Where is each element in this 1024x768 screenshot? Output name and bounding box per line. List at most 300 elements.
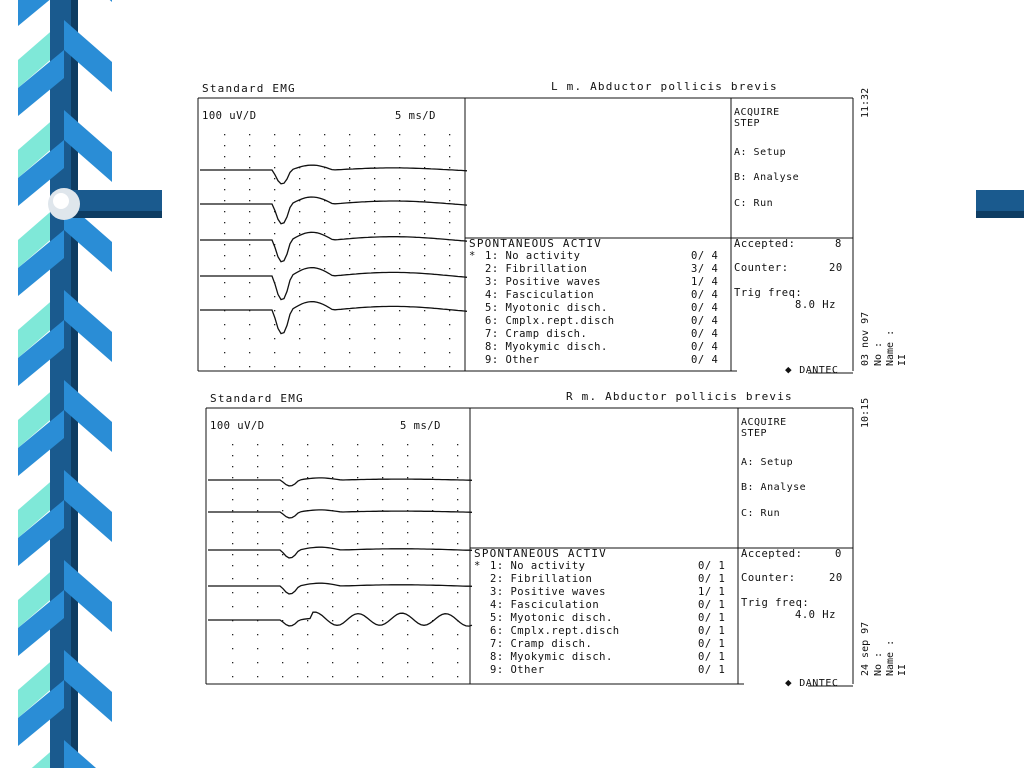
grid-dot: [424, 338, 425, 339]
right-crossbar-shadow: [976, 211, 1024, 218]
grid-dot: [274, 255, 275, 256]
grid-dot: [307, 554, 308, 555]
grid-dot: [224, 233, 225, 234]
grid-dot: [449, 366, 450, 367]
spont-item-label[interactable]: 8: Myokymic disch.: [485, 341, 608, 353]
grid-dot: [424, 145, 425, 146]
grid-dot: [424, 178, 425, 179]
grid-dot: [349, 268, 350, 269]
patient-id-line-2: II: [897, 663, 908, 676]
grid-dot: [274, 145, 275, 146]
grid-dot: [332, 648, 333, 649]
grid-dot: [307, 499, 308, 500]
spont-title: SPONTANEOUS ACTIV: [469, 237, 602, 250]
grid-dot: [224, 134, 225, 135]
grid-dot: [249, 211, 250, 212]
grid-dot: [282, 499, 283, 500]
grid-dot: [324, 310, 325, 311]
spont-item-label[interactable]: 4: Fasciculation: [485, 289, 595, 301]
grid-dot: [249, 255, 250, 256]
grid-dot: [349, 255, 350, 256]
grid-dot: [374, 222, 375, 223]
grid-dot: [407, 662, 408, 663]
grid-dot: [399, 352, 400, 353]
grid-dot: [432, 543, 433, 544]
spont-item-label[interactable]: 3: Positive waves: [485, 276, 601, 288]
grid-dot: [324, 244, 325, 245]
grid-dot: [224, 244, 225, 245]
grid-dot: [332, 521, 333, 522]
grid-dot: [257, 543, 258, 544]
grid-dot: [274, 178, 275, 179]
grid-dot: [232, 543, 233, 544]
grid-dot: [249, 338, 250, 339]
grid-dot: [407, 648, 408, 649]
grid-dot: [282, 592, 283, 593]
grid-dot: [432, 444, 433, 445]
grid-dot: [307, 565, 308, 566]
menu-item-2[interactable]: A: Setup: [734, 147, 787, 158]
menu-item-0: ACQUIRE: [734, 107, 780, 118]
grid-dot: [432, 592, 433, 593]
spont-item-count: 0/ 1: [698, 651, 726, 663]
grid-dot: [432, 521, 433, 522]
grid-dot: [332, 676, 333, 677]
header-right: L m. Abductor pollicis brevis: [551, 80, 778, 93]
spont-item-label[interactable]: 3: Positive waves: [490, 586, 606, 598]
grid-dot: [457, 554, 458, 555]
spont-item-mark: [474, 638, 481, 650]
grid-dot: [407, 543, 408, 544]
spont-item-count: 0/ 4: [691, 328, 719, 340]
grid-dot: [249, 282, 250, 283]
grid-dot: [432, 455, 433, 456]
grid-dot: [424, 255, 425, 256]
grid-dot: [257, 554, 258, 555]
grid-dot: [232, 554, 233, 555]
grid-dot: [374, 366, 375, 367]
brand-logo-icon: ◆: [785, 676, 800, 689]
grid-dot: [449, 255, 450, 256]
grid-dot: [407, 521, 408, 522]
grid-dot: [257, 662, 258, 663]
spont-item-mark: [469, 263, 476, 275]
grid-dot: [332, 455, 333, 456]
spont-item-mark: [474, 612, 481, 624]
grid-dot: [374, 244, 375, 245]
grid-dot: [307, 620, 308, 621]
grid-dot: [457, 488, 458, 489]
grid-dot: [332, 488, 333, 489]
grid-dot: [374, 189, 375, 190]
grid-dot: [407, 620, 408, 621]
grid-dot: [457, 606, 458, 607]
menu-item-3[interactable]: B: Analyse: [741, 482, 807, 493]
grid-dot: [282, 488, 283, 489]
grid-dot: [282, 676, 283, 677]
grid-dot: [382, 554, 383, 555]
grid-dot: [432, 606, 433, 607]
grid-dot: [299, 268, 300, 269]
grid-dot: [332, 592, 333, 593]
grid-dot: [449, 178, 450, 179]
spont-title: SPONTANEOUS ACTIV: [474, 547, 607, 560]
grid-dot: [407, 578, 408, 579]
grid-dot: [282, 455, 283, 456]
grid-dot: [407, 592, 408, 593]
grid-dot: [232, 488, 233, 489]
grid-dot: [257, 532, 258, 533]
grid-dot: [307, 606, 308, 607]
grid-dot: [424, 324, 425, 325]
grid-dot: [457, 521, 458, 522]
grid-dot: [274, 233, 275, 234]
grid-dot: [232, 466, 233, 467]
grid-dot: [282, 634, 283, 635]
grid-dot: [424, 244, 425, 245]
spont-item-label[interactable]: 7: Cramp disch.: [490, 638, 593, 650]
grid-dot: [232, 532, 233, 533]
grid-dot: [424, 222, 425, 223]
grid-dot: [374, 211, 375, 212]
grid-dot: [357, 634, 358, 635]
grid-dot: [349, 156, 350, 157]
grid-dot: [324, 324, 325, 325]
grid-dot: [424, 134, 425, 135]
grid-dot: [357, 444, 358, 445]
grid-dot: [224, 338, 225, 339]
grid-dot: [382, 648, 383, 649]
spont-item-label[interactable]: 9: Other: [485, 354, 540, 366]
grid-dot: [357, 676, 358, 677]
spont-item-label[interactable]: 1: No activity: [485, 250, 581, 262]
grid-dot: [274, 222, 275, 223]
spont-item-mark: [474, 651, 481, 663]
spont-item-mark: [474, 625, 481, 637]
spont-item-count: 0/ 1: [698, 573, 726, 585]
grid-dot: [307, 648, 308, 649]
grid-dot: [249, 296, 250, 297]
grid-dot: [432, 499, 433, 500]
menu-item-4[interactable]: C: Run: [741, 508, 781, 519]
counter-value: 20: [829, 262, 843, 274]
grid-dot: [407, 634, 408, 635]
spont-item-label[interactable]: 5: Myotonic disch.: [485, 302, 608, 314]
grid-dot: [449, 189, 450, 190]
grid-dot: [224, 189, 225, 190]
grid-dot: [382, 578, 383, 579]
grid-dot: [382, 499, 383, 500]
grid-dot: [324, 268, 325, 269]
grid-dot: [249, 200, 250, 201]
grid-dot: [257, 444, 258, 445]
spont-item-mark: [474, 664, 481, 676]
grid-dot: [424, 189, 425, 190]
grid-dot: [382, 565, 383, 566]
emg-trace: [208, 547, 472, 558]
grid-dot: [324, 338, 325, 339]
grid-dot: [407, 499, 408, 500]
grid-dot: [432, 565, 433, 566]
spont-item-label[interactable]: 7: Cramp disch.: [485, 328, 588, 340]
accepted-label: Accepted:: [741, 548, 803, 560]
trig-freq-value: 8.0 Hz: [795, 299, 836, 311]
grid-dot: [349, 310, 350, 311]
grid-dot: [232, 499, 233, 500]
grid-dot: [399, 156, 400, 157]
header-left: Standard EMG: [210, 392, 304, 405]
grid-dot: [357, 532, 358, 533]
grid-dot: [249, 178, 250, 179]
grid-dot: [382, 521, 383, 522]
grid-dot: [424, 296, 425, 297]
grid-dot: [232, 592, 233, 593]
grid-dot: [374, 268, 375, 269]
grid-dot: [282, 606, 283, 607]
grid-dot: [382, 532, 383, 533]
spont-item-label[interactable]: 2: Fibrillation: [485, 263, 588, 275]
grid-dot: [424, 282, 425, 283]
grid-dot: [249, 366, 250, 367]
grid-dot: [374, 134, 375, 135]
grid-dot: [399, 222, 400, 223]
grid-dot: [257, 521, 258, 522]
grid-dot: [282, 532, 283, 533]
grid-dot: [274, 189, 275, 190]
grid-dot: [282, 662, 283, 663]
grid-dot: [224, 222, 225, 223]
spont-item-label[interactable]: 5: Myotonic disch.: [490, 612, 613, 624]
grid-dot: [224, 268, 225, 269]
grid-dot: [349, 366, 350, 367]
grid-dot: [382, 620, 383, 621]
grid-dot: [374, 156, 375, 157]
grid-dot: [432, 578, 433, 579]
patient-id-line-0: No :: [873, 651, 884, 676]
grid-dot: [374, 296, 375, 297]
grid-dot: [349, 338, 350, 339]
grid-dot: [432, 662, 433, 663]
spont-item-count: 0/ 1: [698, 664, 726, 676]
grid-dot: [324, 352, 325, 353]
time-stamp: 11:32: [860, 87, 871, 118]
grid-dot: [432, 648, 433, 649]
grid-dot: [399, 310, 400, 311]
menu-item-1: STEP: [741, 428, 768, 439]
grid-dot: [249, 134, 250, 135]
spont-item-label[interactable]: 9: Other: [490, 664, 545, 676]
menu-item-1: STEP: [734, 118, 761, 129]
grid-dot: [374, 178, 375, 179]
emg-trace: [200, 165, 467, 184]
grid-dot: [457, 477, 458, 478]
menu-item-4[interactable]: C: Run: [734, 198, 774, 209]
menu-item-3[interactable]: B: Analyse: [734, 172, 800, 183]
spont-item-label[interactable]: 6: Cmplx.rept.disch: [485, 315, 615, 327]
grid-dot: [374, 352, 375, 353]
grid-dot: [399, 244, 400, 245]
grid-dot: [324, 233, 325, 234]
grid-dot: [249, 222, 250, 223]
grid-dot: [432, 554, 433, 555]
grid-dot: [299, 233, 300, 234]
emg-trace: [208, 510, 472, 518]
time-stamp: 10:15: [860, 397, 871, 428]
grid-dot: [382, 606, 383, 607]
grid-dot: [382, 455, 383, 456]
grid-dot: [357, 455, 358, 456]
grid-dot: [324, 189, 325, 190]
grid-dot: [407, 532, 408, 533]
grid-dot: [224, 211, 225, 212]
spont-item-count: 0/ 4: [691, 315, 719, 327]
grid-dot: [374, 338, 375, 339]
grid-dot: [382, 634, 383, 635]
grid-dot: [349, 244, 350, 245]
grid-dot: [357, 543, 358, 544]
grid-dot: [299, 222, 300, 223]
grid-dot: [274, 200, 275, 201]
patient-id-line-0: No :: [873, 341, 884, 366]
grid-dot: [299, 244, 300, 245]
date-stamp: 03 nov 97: [860, 311, 871, 366]
header-right: R m. Abductor pollicis brevis: [566, 390, 793, 403]
grid-dot: [224, 167, 225, 168]
grid-dot: [449, 352, 450, 353]
grid-dot: [299, 338, 300, 339]
grid-dot: [274, 167, 275, 168]
spont-item-label[interactable]: 1: No activity: [490, 560, 586, 572]
grid-dot: [424, 211, 425, 212]
accepted-label: Accepted:: [734, 238, 796, 250]
grid-dot: [299, 352, 300, 353]
brand-logo-icon: ◆: [785, 363, 800, 376]
grid-dot: [257, 578, 258, 579]
pole-knob-highlight: [53, 193, 69, 209]
grid-dot: [274, 310, 275, 311]
grid-dot: [232, 648, 233, 649]
grid-dot: [449, 211, 450, 212]
grid-dot: [257, 565, 258, 566]
trig-freq-label: Trig freq:: [741, 597, 810, 609]
grid-dot: [282, 466, 283, 467]
grid-dot: [399, 268, 400, 269]
grid-dot: [299, 282, 300, 283]
accepted-value: 8: [835, 238, 842, 250]
grid-dot: [457, 499, 458, 500]
grid-dot: [382, 444, 383, 445]
spont-item-mark: *: [469, 250, 476, 262]
grid-dot: [407, 554, 408, 555]
grid-dot: [299, 178, 300, 179]
grid-dot: [332, 466, 333, 467]
grid-dot: [324, 282, 325, 283]
grid-dot: [232, 606, 233, 607]
grid-dot: [257, 648, 258, 649]
spont-item-mark: [469, 302, 476, 314]
grid-dot: [274, 338, 275, 339]
grid-dot: [407, 466, 408, 467]
grid-dot: [457, 676, 458, 677]
spont-item-label[interactable]: 6: Cmplx.rept.disch: [490, 625, 620, 637]
grid-dot: [324, 366, 325, 367]
menu-item-2[interactable]: A: Setup: [741, 457, 794, 468]
grid-dot: [324, 178, 325, 179]
grid-dot: [332, 532, 333, 533]
grid-dot: [399, 145, 400, 146]
grid-dot: [407, 455, 408, 456]
grid-dot: [249, 156, 250, 157]
grid-dot: [332, 578, 333, 579]
spont-item-count: 1/ 1: [698, 586, 726, 598]
grid-dot: [449, 167, 450, 168]
spont-item-label[interactable]: 8: Myokymic disch.: [490, 651, 613, 663]
grid-dot: [457, 565, 458, 566]
grid-dot: [357, 592, 358, 593]
grid-dot: [307, 634, 308, 635]
grid-dot: [349, 167, 350, 168]
grid-dot: [274, 268, 275, 269]
spont-item-label[interactable]: 2: Fibrillation: [490, 573, 593, 585]
spont-item-label[interactable]: 4: Fasciculation: [490, 599, 600, 611]
grid-dot: [324, 255, 325, 256]
grid-dot: [232, 565, 233, 566]
grid-dot: [424, 200, 425, 201]
grid-dot: [349, 222, 350, 223]
grid-dot: [274, 324, 275, 325]
grid-dot: [399, 324, 400, 325]
accepted-value: 0: [835, 548, 842, 560]
sweep-label: 5 ms/D: [400, 420, 441, 432]
spont-item-count: 0/ 4: [691, 289, 719, 301]
spont-item-mark: [469, 289, 476, 301]
grid-dot: [307, 592, 308, 593]
grid-dot: [382, 466, 383, 467]
grid-dot: [457, 455, 458, 456]
grid-dot: [374, 233, 375, 234]
emg-trace: [208, 612, 472, 626]
grid-dot: [282, 565, 283, 566]
grid-dot: [324, 145, 325, 146]
grid-dot: [332, 554, 333, 555]
grid-dot: [332, 634, 333, 635]
grid-dot: [282, 477, 283, 478]
spont-item-mark: [469, 328, 476, 340]
grid-dot: [224, 324, 225, 325]
grid-dot: [357, 662, 358, 663]
grid-dot: [382, 662, 383, 663]
grid-dot: [282, 554, 283, 555]
spont-item-count: 0/ 1: [698, 599, 726, 611]
grid-dot: [332, 606, 333, 607]
emg-trace: [200, 197, 467, 224]
grid-dot: [449, 268, 450, 269]
spont-item-mark: [469, 276, 476, 288]
grid-dot: [399, 134, 400, 135]
grid-dot: [382, 592, 383, 593]
menu-item-0: ACQUIRE: [741, 417, 787, 428]
patient-id-line-2: II: [897, 353, 908, 366]
grid-dot: [299, 145, 300, 146]
emg-trace: [200, 268, 467, 300]
grid-dot: [332, 543, 333, 544]
gain-label: 100 uV/D: [202, 110, 257, 122]
spont-item-mark: *: [474, 560, 481, 572]
emg-panel-top: [198, 78, 908, 388]
spont-item-count: 0/ 1: [698, 625, 726, 637]
counter-label: Counter:: [734, 262, 789, 274]
grid-dot: [274, 296, 275, 297]
